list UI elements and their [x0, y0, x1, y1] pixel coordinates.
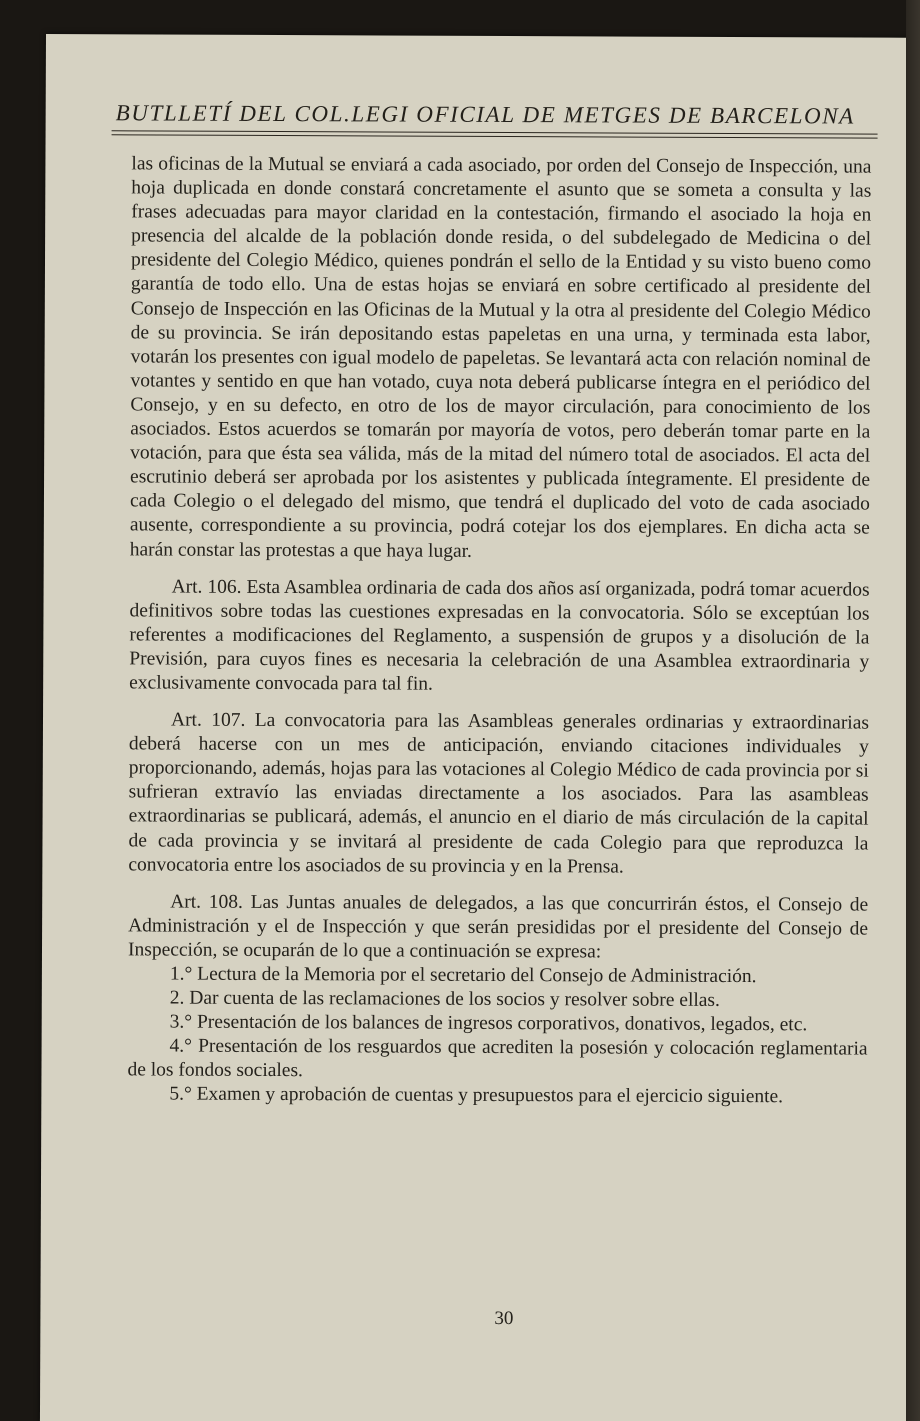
document-page — [40, 34, 920, 1421]
body-text — [127, 152, 871, 1110]
list-item: 3.° Presentación de los balances de ingresos corporativos, donativos, legados, etc. — [169, 1011, 808, 1036]
binding-edge — [906, 0, 920, 1421]
list-item: 5.° Examen y aprobación de cuentas y presupuestos para el ejercicio siguiente. — [169, 1084, 784, 1108]
running-header: BUTLLETÍ DEL COL.LEGI OFICIAL DE METGES DE BARCELONA — [115, 100, 855, 129]
list-item: 4.° Presentación de los resguardos que acrediten la posesión y colocación reglamentaria de los fondos sociales. — [127, 1035, 868, 1082]
header-rule-bottom — [112, 134, 878, 138]
article-108: Art. 108. Las Juntas anuales de delegados, a las que concurrirán éstos, el Consejo de Administración y el de Inspección y que serán presididas por el presidente del Consejo de Inspección, se ocuparán de lo que a continuación se expresa: — [127, 891, 869, 963]
paragraph-continuation: las oficinas de la Mutual se enviará a cada asociado, por orden del Consejo de Inspección, una hoja duplicada en donde constará concretamente el asunto que se someta a consulta y las frases adecuadas para mayor claridad en la contestación, firmando el asociado la hoja en presencia del alcalde de la población donde resida, o del subdelegado de Medicina o del presidente del Colegio Médico, quienes pondrán el sello de la Entidad y su visto bueno como garantía de todo ello. Una de estas hojas se enviará en sobre certificado al presidente del Consejo de Inspección en las Oficinas de la Mutual y la otra al presidente del Colegio Médico de su provincia. Se irán depositando estas papeletas en una urna, y terminada esta labor, votarán los presentes con igual modelo de papeletas. Se levantará acta con relación nominal de votantes y sentido en que han votado, cuya nota deberá publicarse íntegra en el periódico del Consejo, y en su defecto, en otro de los de mayor circulación, para conocimiento de los asociados. Estos acuerdos se tomarán por mayoría de votos, pero deberán tomar parte en la votación, para que ésta sea válida, más de la mitad del número total de asociados. El acta del escrutinio deberá ser aprobada por los asistentes y publicada íntegramente. El presidente de cada Colegio o el delegado del mismo, que tendrá el duplicado del voto de cada asociado ausente, correspondiente a su provincia, podrá cotejar los dos ejemplares. En dicha acta se harán constar las protestas a que haya lugar. — [129, 153, 872, 562]
article-107: Art. 107. La convocatoria para las Asambleas generales ordinarias y extraordinarias deberá hacerse con un mes de anticipación, enviando citaciones individuales y proporcionando, además, hojas para las votaciones al Colegio Médico de cada provincia por si sufrieran extravío las enviadas directamente a los asociados. Para las asambleas extraordinarias se publicará, además, el anuncio en el diario de más circulación de la capital de cada provincia y se invitará al presidente de cada Colegio para que reproduzca la convocatoria entre los asociados de su provincia y en la Prensa. — [128, 709, 870, 878]
article-106: Art. 106. Esta Asamblea ordinaria de cada dos años así organizada, podrá tomar acuerdos definitivos sobre todas las cuestiones expresadas en la convocatoria. Sólo se exceptúan los referentes a modificaciones del Reglamento, a suspensión de grupos y a disolución de la Previsión, para cuyos fines es necesaria la celebración de una Asamblea extraordinaria y exclusivamente convocada para tal fin. — [129, 576, 870, 695]
list-item: 1.° Lectura de la Memoria por el secretario del Consejo de Administración. — [169, 963, 757, 988]
list-item: 2. Dar cuenta de las reclamaciones de los socios y resolver sobre ellas. — [169, 987, 720, 1012]
page-number: 30 — [494, 1307, 514, 1330]
